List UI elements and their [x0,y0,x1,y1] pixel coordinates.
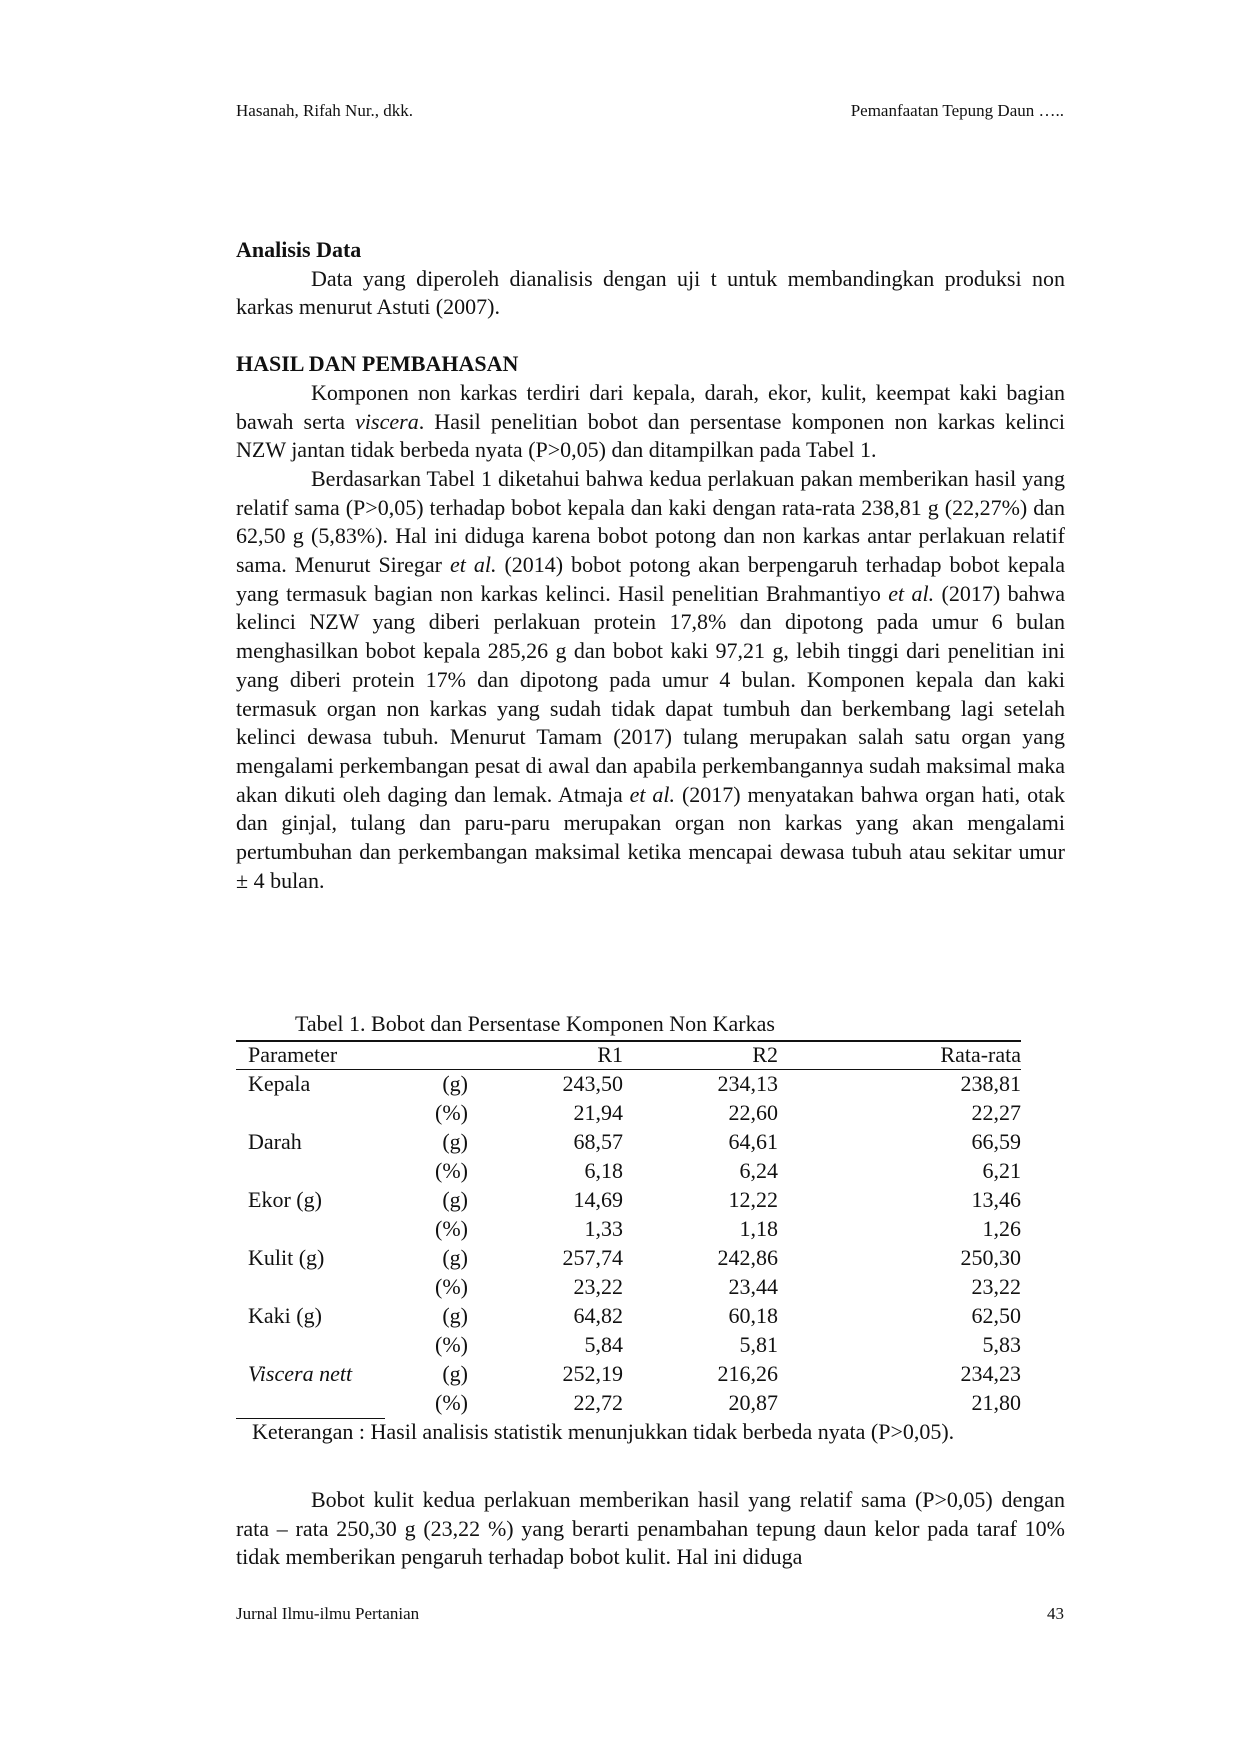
table-cell: 66,59 [971,1129,1021,1154]
table-cell: 22,60 [728,1100,778,1125]
section-heading-hasil: HASIL DAN PEMBAHASAN [236,351,519,377]
table-row [236,1069,1021,1098]
table-cell: Kulit (g) [248,1245,325,1270]
table-header-rule [236,1069,1021,1070]
table-top-rule [236,1040,1021,1042]
table-cell: (%) [435,1274,468,1299]
table-cell: 216,26 [717,1361,778,1386]
running-header-authors: Hasanah, Rifah Nur., dkk. [236,101,414,120]
table-cell: Kaki (g) [248,1303,322,1328]
table-cell [236,1214,418,1243]
table-cell: 1,33 [584,1216,623,1241]
table-cell [236,1272,418,1301]
table-cell: 5,84 [584,1332,623,1357]
table-cell [236,1098,418,1127]
table-cell: 238,81 [960,1071,1021,1096]
table-header-cell [418,1040,468,1069]
table-cell [236,1330,418,1359]
data-table [236,1040,1021,1417]
table-cell: 242,86 [717,1245,778,1270]
table-cell: (g) [442,1245,468,1270]
table-cell: 234,23 [960,1361,1021,1386]
table-cell: 23,44 [728,1274,778,1299]
table-cell: 68,57 [573,1129,623,1154]
table-cell: 243,50 [562,1071,623,1096]
table-cell: Kepala [248,1071,311,1096]
table-cell: (g) [442,1071,468,1096]
table-cell: 6,24 [739,1158,778,1183]
table-cell: (g) [442,1303,468,1328]
table-row [236,1156,1021,1185]
table-cell: (g) [442,1361,468,1386]
table-cell [236,1359,418,1388]
body-text [236,236,1065,895]
page-number: 43 [1047,1604,1064,1623]
table-cell: 252,19 [562,1361,623,1386]
table-cell: 22,27 [971,1100,1021,1125]
table-cell: 23,22 [573,1274,623,1299]
table-cell: 64,61 [728,1129,778,1154]
table-cell: 5,83 [982,1332,1021,1357]
table-cell: 257,74 [562,1245,623,1270]
table-cell: 21,80 [971,1390,1021,1415]
section-heading-analisis: Analisis Data [236,237,362,262]
table-cell [236,1388,418,1417]
table-cell-text: Viscera nett [248,1361,353,1386]
table-row [236,1098,1021,1127]
table-row [236,1214,1021,1243]
table-row [236,1359,1021,1388]
table-cell: 60,18 [728,1303,778,1328]
table-cell: 250,30 [960,1245,1021,1270]
running-header-title: Pemanfaatan Tepung Daun ….. [850,101,1064,120]
table-header-cell: R1 [597,1042,623,1067]
table-cell: (%) [435,1216,468,1241]
table-cell: 64,82 [573,1303,623,1328]
table-row [236,1388,1021,1417]
table-cell: (%) [435,1332,468,1357]
table-cell: 14,69 [573,1187,623,1212]
table-cell: 6,18 [584,1158,623,1183]
table-row [236,1272,1021,1301]
table-cell: 22,72 [573,1390,623,1415]
table-cell: 1,18 [739,1216,778,1241]
paragraph-hasil-1: Komponen non karkas terdiri dari kepala, darah, ekor, kulit, keempat kaki bagian bawah serta viscera. Hasil penelitian bobot dan persentase komponen non karkas kelinci NZW jantan tidak berbeda nyata (P>0,05) dan ditampilkan pada Tabel 1. [236,379,1066,463]
table-cell: 23,22 [971,1274,1021,1299]
table-cell: (%) [435,1158,468,1183]
table-cell: 5,81 [739,1332,778,1357]
table-cell: 62,50 [971,1303,1021,1328]
table-cell: 20,87 [728,1390,778,1415]
table-row [236,1127,1021,1156]
table-row [236,1301,1021,1330]
paragraph-after-table: Bobot kulit kedua perlakuan memberikan hasil yang relatif sama (P>0,05) dengan rata – rata 250,30 g (23,22 %) yang berarti penambahan tepung daun kelor pada taraf 10% tidak memberikan pengaruh terhadap bobot kulit. Hal ini diduga [236,1487,1065,1570]
table-row [236,1243,1021,1272]
table-cell: Ekor (g) [248,1187,322,1212]
paragraph-hasil-2: Berdasarkan Tabel 1 diketahui bahwa kedua perlakuan pakan memberikan hasil yang relatif sama (P>0,05) terhadap bobot kepala dan kaki dengan rata-rata 238,81 g (22,27%) dan 62,50 g (5,83%). Hal ini diduga karena bobot potong dan non karkas antar perlakuan relatif sama. Menurut Siregar et al. (2014) bobot potong akan berpengaruh terhadap bobot kepala yang termasuk bagian non karkas kelinci. Hasil penelitian Brahmantiyo et al. (2017) bahwa kelinci NZW yang diberi perlakuan protein 17,8% dan dipotong pada umur 6 bulan menghasilkan bobot kepala 285,26 g dan bobot kaki 97,21 g, lebih tinggi dari penelitian ini yang diberi protein 17% dan dipotong pada umur 4 bulan. Komponen kepala dan kaki termasuk organ non karkas yang sudah tidak dapat tumbuh dan berkembang lagi setelah kelinci dewasa tubuh. Menurut Tamam (2017) tulang merupakan salah satu organ yang mengalami perkembangan pesat di awal dan apabila perkembangannya sudah maksimal maka akan dikuti oleh daging dan lemak. Atmaja et al. (2017) menyatakan bahwa organ hati, otak dan ginjal, tulang dan paru-paru merupakan organ non karkas yang akan mengalami pertumbuhan dan perkembangan maksimal ketika mencapai dewasa tubuh atau sekitar umur ± 4 bulan. [236,465,1065,893]
table-row [236,1330,1021,1359]
table-caption: Tabel 1. Bobot dan Persentase Komponen Non Karkas [295,1011,775,1036]
table-cell: 234,13 [717,1071,778,1096]
table-cell [236,1156,418,1185]
table-cell: (g) [442,1129,468,1154]
table-cell: (%) [435,1100,468,1125]
table-header-row [236,1040,1021,1069]
paragraph-analisis: Data yang diperoleh dianalisis dengan uji t untuk membandingkan produksi non karkas menurut Astuti (2007). [236,265,1065,320]
running-footer-journal: Jurnal Ilmu-ilmu Pertanian [236,1604,420,1623]
table-cell: 1,26 [982,1216,1021,1241]
table-cell: 21,94 [573,1100,623,1125]
table-cell: 12,22 [728,1187,778,1212]
table-note: Keterangan : Hasil analisis statistik menunjukkan tidak berbeda nyata (P>0,05). [252,1419,955,1444]
table-header-cell: Parameter [248,1042,338,1067]
table-row [236,1185,1021,1214]
table-cell: 13,46 [971,1187,1021,1212]
table-cell: Darah [248,1129,302,1154]
table-header-cell: R2 [752,1042,778,1067]
table-cell: (g) [442,1187,468,1212]
table-cell: 6,21 [982,1158,1021,1183]
table-cell: (%) [435,1390,468,1415]
table-header-cell: Rata-rata [940,1042,1021,1067]
